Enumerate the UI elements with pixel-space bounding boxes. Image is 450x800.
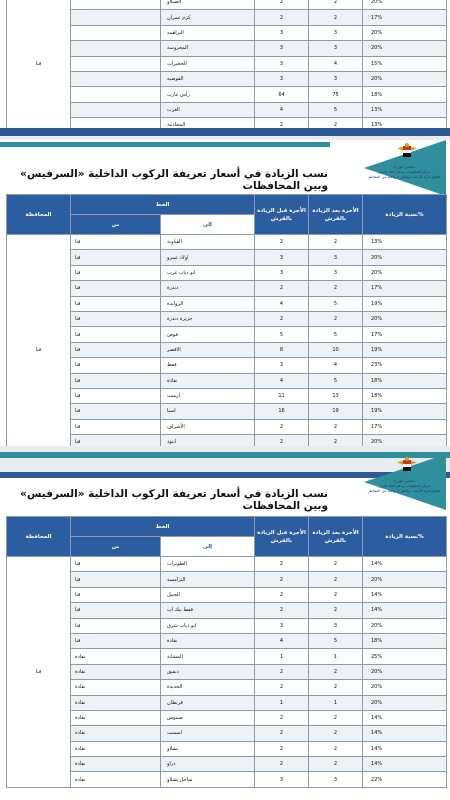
cell-pct: 17%: [363, 10, 447, 25]
cell-after: 2: [309, 281, 363, 296]
cell-after: 5: [309, 633, 363, 648]
header-to: إلى: [161, 537, 255, 557]
cell-from: نقادة: [71, 741, 161, 756]
cell-after: 2: [309, 118, 363, 133]
logo-line: مجلس الوزراء: [393, 165, 415, 169]
table-row: [7, 71, 447, 86]
cell-to: المحروسة: [161, 41, 255, 56]
cell-from: نقادة: [71, 710, 161, 725]
separator-band: [0, 128, 450, 136]
fare-section-2: [0, 516, 450, 788]
cell-after: 5: [309, 373, 363, 388]
cell-from: [71, 87, 161, 102]
cell-from: قنا: [71, 235, 161, 250]
table-row: [7, 235, 447, 250]
cell-from: قنا: [71, 419, 161, 434]
cell-from: قنا: [71, 358, 161, 373]
cell-before: 3: [255, 772, 309, 787]
cell-before: 3: [255, 71, 309, 86]
cell-to: الحجيرات: [161, 56, 255, 71]
cell-to: الصبلاو: [161, 0, 255, 10]
table-row: [7, 56, 447, 71]
cell-after: 4: [309, 358, 363, 373]
cell-from: قنا: [71, 311, 161, 326]
fare-table-top-body: [7, 0, 447, 133]
cell-pct: 19%: [363, 404, 447, 419]
logo-line: مركز المعلومات ودعم اتخاذ القرار: [378, 170, 430, 174]
logo-line: قطاع إدارة الأزمات والكوارث والحد من المخاطر: [367, 489, 441, 493]
header-after: الأجرة بعد الزيادة بالقرش: [309, 195, 363, 235]
cell-pct: 19%: [363, 296, 447, 311]
cell-from: قنا: [71, 342, 161, 357]
cell-after: 2: [309, 235, 363, 250]
cell-after: 3: [309, 618, 363, 633]
cell-to: دراو: [161, 757, 255, 772]
cell-from: نقادة: [71, 680, 161, 695]
cell-pct: 20%: [363, 25, 447, 40]
section-banner: [0, 478, 450, 514]
table-row: [7, 741, 447, 756]
cell-after: 2: [309, 710, 363, 725]
header-from: من: [71, 537, 161, 557]
table-row: [7, 87, 447, 102]
cell-before: 4: [255, 373, 309, 388]
cell-pct: 22%: [363, 772, 447, 787]
cell-to: الزوايدة: [161, 296, 255, 311]
logo-line: مجلس الوزراء: [393, 479, 415, 483]
cell-to: القناوية: [161, 235, 255, 250]
cell-after: 2: [309, 311, 363, 326]
table-row: [7, 419, 447, 434]
table-row: [7, 726, 447, 741]
table-row: [7, 772, 447, 787]
cell-to: الجديدة: [161, 680, 255, 695]
banner-stripe: [0, 142, 330, 147]
cell-from: [71, 71, 161, 86]
fare-table-2-body: [7, 557, 447, 788]
cell-from: [71, 41, 161, 56]
cell-pct: 20%: [363, 250, 447, 265]
cell-to: المشاية: [161, 649, 255, 664]
cell-before: 2: [255, 419, 309, 434]
logo: [364, 454, 446, 510]
cell-from: [71, 10, 161, 25]
cell-after: 19: [309, 404, 363, 419]
header-after: الأجرة بعد الزيادة بالقرش: [309, 517, 363, 557]
cell-to: ساحل بشلاو: [161, 772, 255, 787]
cell-pct: 17%: [363, 281, 447, 296]
cell-before: 2: [255, 0, 309, 10]
cell-from: قنا: [71, 265, 161, 280]
header-pct: %نسبة الزيادة: [363, 195, 447, 235]
cell-after: 10: [309, 342, 363, 357]
cell-before: 11: [255, 388, 309, 403]
cell-to: دنفيق: [161, 664, 255, 679]
cell-before: 8: [255, 342, 309, 357]
logo: [364, 140, 446, 196]
table-row: [7, 10, 447, 25]
cell-before: 2: [255, 757, 309, 772]
cell-before: 1: [255, 649, 309, 664]
cell-after: 5: [309, 102, 363, 117]
cell-after: 2: [309, 664, 363, 679]
cell-from: قنا: [71, 435, 161, 450]
cell-before: 2: [255, 587, 309, 602]
cell-to: اولاد عمرو: [161, 250, 255, 265]
table-row: [7, 41, 447, 56]
cell-to: نقادة: [161, 373, 255, 388]
cell-from: قنا: [71, 633, 161, 648]
cell-before: 2: [255, 741, 309, 756]
cell-to: اسنا: [161, 404, 255, 419]
cell-before: 2: [255, 710, 309, 725]
cell-to: دندرة: [161, 281, 255, 296]
header-line: الخط: [71, 517, 255, 537]
cell-to: ارمنت: [161, 388, 255, 403]
cell-before: 2: [255, 235, 309, 250]
fare-table-2: [6, 516, 447, 788]
cell-from: [71, 56, 161, 71]
eagle-emblem-icon: [394, 456, 420, 476]
cell-before: 3: [255, 265, 309, 280]
cell-before: 2: [255, 603, 309, 618]
cell-to: ابو دياب غرب: [161, 265, 255, 280]
cell-pct: 20%: [363, 41, 447, 56]
cell-after: 75: [309, 87, 363, 102]
cell-after: 2: [309, 603, 363, 618]
cell-pct: 20%: [363, 71, 447, 86]
logo-line: قطاع إدارة الأزمات والكوارث والحد من المخاطر: [367, 175, 441, 179]
cell-to: كرم عمران: [161, 10, 255, 25]
cell-after: 2: [309, 419, 363, 434]
cell-pct: 23%: [363, 358, 447, 373]
cell-after: 3: [309, 772, 363, 787]
cell-before: 4: [255, 633, 309, 648]
cell-after: 2: [309, 741, 363, 756]
table-row: [7, 102, 447, 117]
cell-pct: 13%: [363, 235, 447, 250]
cell-after: 2: [309, 10, 363, 25]
section-title: نسب الزيادة في أسعار تعريفة الركوب الداخلية «السرفيس» وبين المحافظات: [20, 488, 328, 512]
cell-before: 3: [255, 56, 309, 71]
cell-from: نقادة: [71, 695, 161, 710]
cell-pct: 14%: [363, 557, 447, 572]
cell-after: 5: [309, 327, 363, 342]
cell-before: 2: [255, 435, 309, 450]
cell-from: نقادة: [71, 757, 161, 772]
cell-to: صموص: [161, 710, 255, 725]
cell-from: قنا: [71, 373, 161, 388]
cell-from: نقادة: [71, 726, 161, 741]
cell-to: قفط: [161, 358, 255, 373]
cell-from: قنا: [71, 557, 161, 572]
cell-after: 2: [309, 726, 363, 741]
header-before: الأجرة قبل الزيادة بالقرش: [255, 517, 309, 557]
cell-pct: 14%: [363, 741, 447, 756]
cell-before: 3: [255, 358, 309, 373]
cell-to: بشلاو: [161, 741, 255, 756]
table-row: [7, 572, 447, 587]
cell-to: الاقصر: [161, 342, 255, 357]
cell-pct: 20%: [363, 664, 447, 679]
cell-pct: 18%: [363, 373, 447, 388]
table-row: [7, 618, 447, 633]
table-row: [7, 603, 447, 618]
cell-pct: 20%: [363, 572, 447, 587]
table-row: [7, 388, 447, 403]
cell-before: 2: [255, 311, 309, 326]
cell-after: 2: [309, 572, 363, 587]
fare-table-1: [6, 194, 447, 466]
cell-from: قنا: [71, 388, 161, 403]
cell-after: 3: [309, 71, 363, 86]
cell-pct: 14%: [363, 710, 447, 725]
cell-before: 3: [255, 41, 309, 56]
cell-from: نقادة: [71, 664, 161, 679]
table-row: [7, 281, 447, 296]
logo-line: مركز المعلومات ودعم اتخاذ القرار: [378, 484, 430, 488]
cell-to: البراهمه: [161, 25, 255, 40]
cell-to: الترامسة: [161, 572, 255, 587]
cell-pct: 18%: [363, 633, 447, 648]
table-row: [7, 757, 447, 772]
cell-pct: 17%: [363, 327, 447, 342]
cell-from: قنا: [71, 618, 161, 633]
cell-before: 1: [255, 695, 309, 710]
table-row: [7, 373, 447, 388]
cell-from: قنا: [71, 587, 161, 602]
section-banner: [0, 140, 450, 200]
cell-after: 13: [309, 388, 363, 403]
cell-before: 3: [255, 250, 309, 265]
table-row: [7, 664, 447, 679]
cell-governorate: قنا: [7, 235, 71, 466]
cell-pct: 18%: [363, 87, 447, 102]
header-gov: المحافظة: [7, 195, 71, 235]
table-row: [7, 0, 447, 10]
cell-to: قوص: [161, 327, 255, 342]
cell-before: 2: [255, 557, 309, 572]
cell-to: الطويرات: [161, 557, 255, 572]
cell-pct: 20%: [363, 0, 447, 10]
cell-before: 2: [255, 664, 309, 679]
table-row: [7, 265, 447, 280]
cell-pct: 18%: [363, 388, 447, 403]
header-line: الخط: [71, 195, 255, 215]
table-row: [7, 695, 447, 710]
cell-after: 2: [309, 557, 363, 572]
cell-to: قفط بيك اب: [161, 603, 255, 618]
cell-pct: 20%: [363, 435, 447, 450]
cell-after: 2: [309, 757, 363, 772]
fare-table-1-body: [7, 235, 447, 466]
cell-from: قنا: [71, 603, 161, 618]
cell-to: جزيرة دندرة: [161, 311, 255, 326]
cell-to: نقادة: [161, 633, 255, 648]
table-row: [7, 25, 447, 40]
cell-governorate: قنا: [7, 557, 71, 788]
table-row: [7, 296, 447, 311]
cell-after: 2: [309, 587, 363, 602]
cell-before: 2: [255, 726, 309, 741]
cell-pct: 20%: [363, 311, 447, 326]
table-row: [7, 557, 447, 572]
table-row: [7, 633, 447, 648]
cell-before: 2: [255, 281, 309, 296]
cell-pct: 14%: [363, 603, 447, 618]
cell-from: [71, 25, 161, 40]
cell-to: القوصية: [161, 71, 255, 86]
cell-from: قنا: [71, 572, 161, 587]
cell-to: قرنطان: [161, 695, 255, 710]
table-row: [7, 311, 447, 326]
cell-governorate: قنا: [7, 0, 71, 133]
cell-before: 4: [255, 296, 309, 311]
cell-pct: 15%: [363, 56, 447, 71]
cell-after: 2: [309, 0, 363, 10]
cell-pct: 14%: [363, 587, 447, 602]
cell-before: 3: [255, 25, 309, 40]
cell-before: 2: [255, 10, 309, 25]
cell-to: اسمنت: [161, 726, 255, 741]
fare-table-top: [6, 0, 447, 134]
cell-from: قنا: [71, 296, 161, 311]
cell-from: [71, 0, 161, 10]
cell-from: [71, 102, 161, 117]
table-row: [7, 680, 447, 695]
cell-from: قنا: [71, 250, 161, 265]
cell-before: 2: [255, 680, 309, 695]
header-gov: المحافظة: [7, 517, 71, 557]
header-from: من: [71, 215, 161, 235]
table-row: [7, 358, 447, 373]
eagle-emblem-icon: [394, 142, 420, 162]
cell-pct: 13%: [363, 102, 447, 117]
cell-to: ابنود: [161, 435, 255, 450]
cell-pct: 14%: [363, 757, 447, 772]
cell-before: 4: [255, 102, 309, 117]
cell-to: ابو دياب شرق: [161, 618, 255, 633]
cell-after: 1: [309, 695, 363, 710]
table-row: [7, 710, 447, 725]
top-table-fragment: [0, 0, 450, 134]
cell-from: نقادة: [71, 649, 161, 664]
cell-pct: 20%: [363, 680, 447, 695]
cell-before: 2: [255, 118, 309, 133]
cell-pct: 13%: [363, 118, 447, 133]
cell-to: الغرب: [161, 102, 255, 117]
cell-pct: 14%: [363, 726, 447, 741]
cell-before: 2: [255, 572, 309, 587]
table-row: [7, 587, 447, 602]
fare-section-1: [0, 194, 450, 466]
table-row: [7, 649, 447, 664]
cell-after: 3: [309, 25, 363, 40]
cell-from: قنا: [71, 404, 161, 419]
cell-before: 3: [255, 618, 309, 633]
cell-pct: 17%: [363, 419, 447, 434]
cell-from: نقادة: [71, 772, 161, 787]
cell-after: 5: [309, 296, 363, 311]
cell-to: الأشراف: [161, 419, 255, 434]
header-before: الأجرة قبل الزيادة بالقرش: [255, 195, 309, 235]
cell-before: 64: [255, 87, 309, 102]
cell-pct: 20%: [363, 265, 447, 280]
cell-to: الجبيل: [161, 587, 255, 602]
cell-pct: 20%: [363, 695, 447, 710]
table-row: [7, 342, 447, 357]
cell-after: 1: [309, 649, 363, 664]
cell-to: المخادمة: [161, 118, 255, 133]
table-row: [7, 404, 447, 419]
cell-before: 5: [255, 327, 309, 342]
cell-after: 3: [309, 265, 363, 280]
cell-to: رأس غارب: [161, 87, 255, 102]
cell-after: 3: [309, 41, 363, 56]
section-title: نسب الزيادة في أسعار تعريفة الركوب الداخلية «السرفيس» وبين المحافظات: [20, 168, 328, 192]
cell-pct: 19%: [363, 342, 447, 357]
cell-from: قنا: [71, 327, 161, 342]
cell-after: 2: [309, 680, 363, 695]
cell-after: 4: [309, 56, 363, 71]
header-to: إلى: [161, 215, 255, 235]
cell-pct: 25%: [363, 649, 447, 664]
cell-from: قنا: [71, 281, 161, 296]
header-pct: %نسبة الزيادة: [363, 517, 447, 557]
cell-before: 16: [255, 404, 309, 419]
table-row: [7, 250, 447, 265]
cell-pct: 20%: [363, 618, 447, 633]
cell-after: 3: [309, 250, 363, 265]
cell-after: 2: [309, 435, 363, 450]
table-row: [7, 327, 447, 342]
